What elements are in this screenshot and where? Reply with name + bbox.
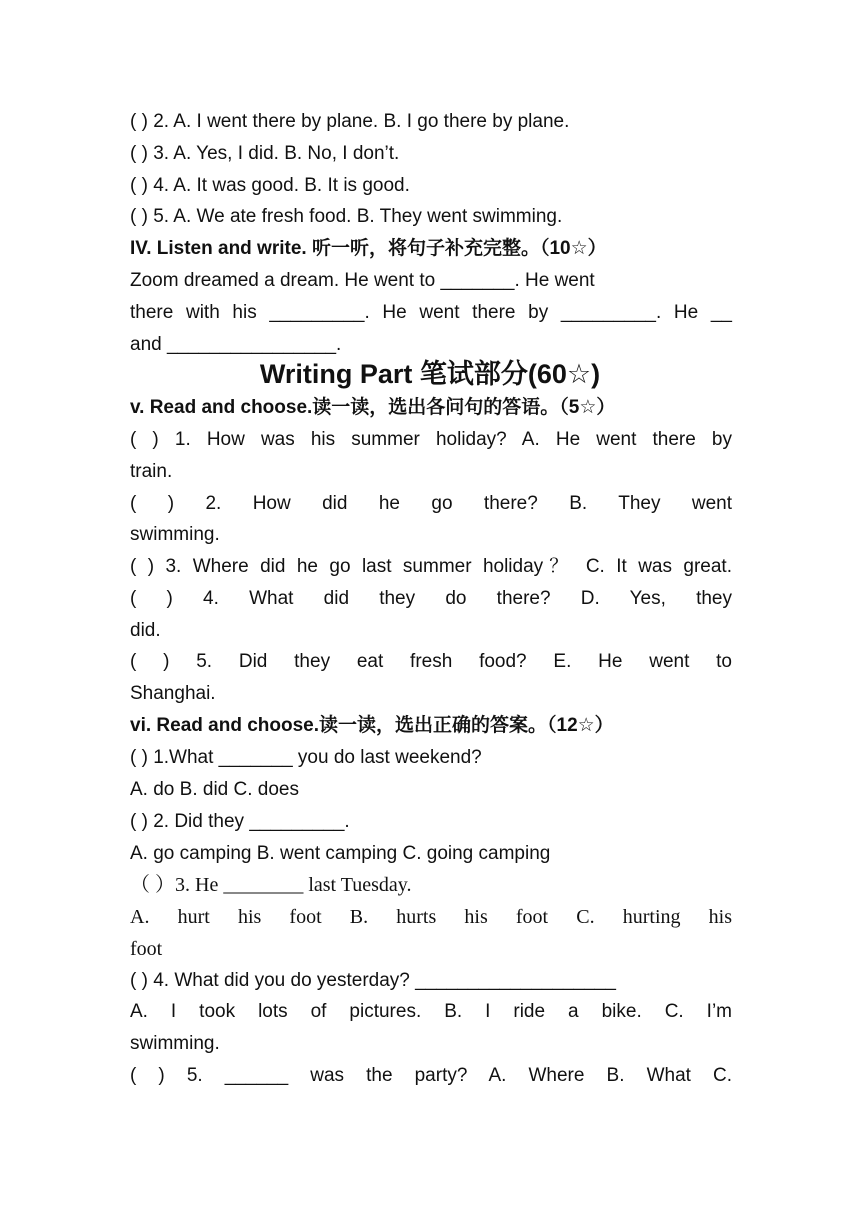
q3-listen-options: ( ) 3. A. Yes, I did. B. No, I don’t. xyxy=(130,143,400,164)
section-vi-heading: vi. Read and choose.读一读，选出正确的答案。（12☆） xyxy=(130,715,614,736)
section-vi-q3-options-cont: foot xyxy=(130,938,163,960)
section-v-q4-cont: did. xyxy=(130,620,161,641)
section-vi-q4: ( ) 4. What did you do yesterday? ___________________ xyxy=(130,970,616,991)
section-vi-q1-options: A. do B. did C. does xyxy=(130,779,299,800)
passage-line-1: Zoom dreamed a dream. He went to _______. He went xyxy=(130,270,595,291)
passage-line-3: and ________________. xyxy=(130,334,342,355)
q2-listen-options: ( ) 2. A. I went there by plane. B. I go there by plane. xyxy=(130,111,570,132)
section-v-heading: v. Read and choose.读一读，选出各问句的答语。（5☆） xyxy=(130,397,616,418)
q4-listen-options: ( ) 4. A. It was good. B. It is good. xyxy=(130,175,410,196)
section-v-q5: ( ) 5. Did they eat fresh food? E. He went to xyxy=(130,651,732,672)
section-v-q2-cont: swimming. xyxy=(130,524,220,545)
section-vi-q5: ( ) 5. ______ was the party? A. Where B. What C. xyxy=(130,1065,732,1086)
section-v-q2: ( ) 2. How did he go there? B. They went xyxy=(130,493,732,514)
section-vi-q4-options-cont: swimming. xyxy=(130,1033,220,1054)
passage-line-2: there with his _________. He went there by _________. He __ xyxy=(130,302,732,323)
section-vi-q1: ( ) 1.What _______ you do last weekend? xyxy=(130,747,482,768)
section-iv-heading: IV. Listen and write. 听一听，将句子补充完整。（10☆） xyxy=(130,238,607,259)
writing-part-title: Writing Part 笔试部分(60☆) xyxy=(259,359,601,389)
section-vi-q3: （ ）3. He ________ last Tuesday. xyxy=(130,874,412,896)
section-v-q3: ( ) 3. Where did he go last summer holiday？ C. It was great. xyxy=(130,556,732,577)
section-v-q4: ( ) 4. What did they do there? D. Yes, they xyxy=(130,588,732,609)
section-vi-q2: ( ) 2. Did they _________. xyxy=(130,811,350,832)
section-vi-q2-options: A. go camping B. went camping C. going camping xyxy=(130,843,551,864)
section-v-q1-cont: train. xyxy=(130,461,173,482)
section-v-q1: ( ) 1. How was his summer holiday? A. He went there by xyxy=(130,429,732,450)
section-vi-q3-options: A. hurt his foot B. hurts his foot C. hurting his xyxy=(130,906,732,928)
q5-listen-options: ( ) 5. A. We ate fresh food. B. They went swimming. xyxy=(130,206,563,227)
section-v-q5-cont: Shanghai. xyxy=(130,683,216,704)
section-vi-q4-options: A. I took lots of pictures. B. I ride a bike. C. I’m xyxy=(130,1001,732,1022)
